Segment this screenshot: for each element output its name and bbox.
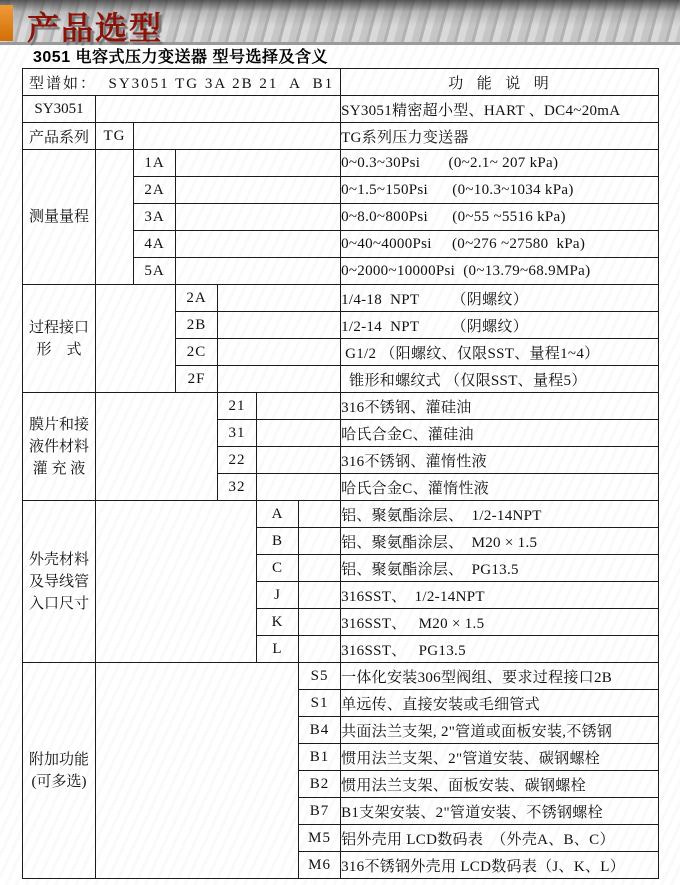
table-row [23,150,659,177]
desc-cell: 惯用法兰支架、2"管道安装、碳钢螺栓 [341,744,659,771]
code-cell: B4 [299,717,341,744]
code-cell: L [257,636,299,663]
code-cell: S1 [299,690,341,717]
code-cell: M5 [299,825,341,852]
group-label-cell [23,663,96,879]
code-cell: A [257,501,299,528]
spacer-cell [257,393,341,420]
code-cell: 2A [134,177,176,204]
desc-cell: TG系列压力变送器 [341,123,659,150]
table-row [23,393,659,420]
code-cell: C [257,555,299,582]
spacer-cell [257,447,341,474]
model-selection-table [22,68,659,879]
desc-cell: 316SST、 1/2-14NPT [341,582,659,609]
code-cell: TG [96,123,134,150]
spacer-cell [96,150,134,285]
page-banner [0,0,680,45]
group-label-line: 灌 充 液 [32,460,86,477]
desc-cell: 惯用法兰支架、面板安装、碳钢螺栓 [341,771,659,798]
code-cell: 1A [134,150,176,177]
spacer-cell [176,177,341,204]
spacer-cell [299,609,341,636]
model-example-cell: 型谱如： SY3051 TG 3A 2B 21 A B1 [23,69,341,96]
desc-cell: 0~2000~10000Psi (0~13.79~68.9MPa) [341,258,659,285]
spacer-cell [218,339,341,366]
desc-cell: 0~40~4000Psi (0~276 ~27580 kPa) [341,231,659,258]
banner-accent-block [0,5,13,41]
code-cell: B1 [299,744,341,771]
spacer-cell [218,366,341,393]
spacer-cell [299,528,341,555]
code-cell: 2C [176,339,218,366]
code-cell: K [257,609,299,636]
table-row [23,501,659,528]
code-cell: J [257,582,299,609]
group-label-line: 外壳材料 [28,551,89,568]
group-label-line: 入口尺寸 [28,595,89,612]
spacer-cell [176,258,341,285]
group-label-line: 液件材料 [28,438,89,455]
desc-cell: 哈氏合金C、灌硅油 [341,420,659,447]
code-cell: S5 [299,663,341,690]
desc-cell: 0~0.3~30Psi (0~2.1~ 207 kPa) [341,150,659,177]
spacer-cell [218,312,341,339]
code-cell: M6 [299,852,341,879]
desc-cell: 1/4-18 NPT （阴螺纹） [341,285,659,312]
desc-cell: 316不锈钢、灌惰性液 [341,447,659,474]
desc-cell: 单远传、直接安装或毛细管式 [341,690,659,717]
spacer-cell [176,204,341,231]
table-row [23,663,659,690]
desc-cell: 共面法兰支架, 2"管道或面板安装,不锈钢 [341,717,659,744]
spacer-cell [96,96,341,123]
function-description-header-cell: 功 能 说 明 [341,69,659,96]
code-cell: B7 [299,798,341,825]
desc-cell: B1支架安装、2"管道安装、不锈钢螺栓 [341,798,659,825]
desc-cell: G1/2 （阳螺纹、仅限SST、量程1~4） [341,339,659,366]
desc-cell: 316不锈钢外壳用 LCD数码表（J、K、L） [341,852,659,879]
code-cell: 21 [218,393,257,420]
desc-cell: 0~1.5~150Psi (0~10.3~1034 kPa) [341,177,659,204]
spacer-cell [299,582,341,609]
spacer-cell [218,285,341,312]
spacer-cell [96,285,176,393]
spacer-cell [257,420,341,447]
code-cell: 22 [218,447,257,474]
spacer-cell [257,474,341,501]
desc-cell: 铝、聚氨酯涂层、 PG13.5 [341,555,659,582]
desc-cell: 铝外壳用 LCD数码表 （外壳A、B、C） [341,825,659,852]
spacer-cell [176,231,341,258]
desc-cell: 哈氏合金C、灌惰性液 [341,474,659,501]
desc-cell: 铝、聚氨酯涂层、 M20 × 1.5 [341,528,659,555]
desc-cell: 锥形和螺纹式 （仅限SST、量程5） [341,366,659,393]
desc-cell: 316SST、 M20 × 1.5 [341,609,659,636]
spacer-cell [299,555,341,582]
banner-title: 产品选型 [27,10,164,46]
spacer-cell [299,636,341,663]
table-row [23,69,659,96]
spacer-cell [96,393,218,501]
group-label-cell [23,150,96,285]
desc-cell: 铝、聚氨酯涂层、 1/2-14NPT [341,501,659,528]
code-cell: 32 [218,474,257,501]
code-cell: B2 [299,771,341,798]
spacer-cell [134,123,341,150]
desc-cell: 316SST、 PG13.5 [341,636,659,663]
code-cell: 2A [176,285,218,312]
group-label-line: 过程接口 [28,319,89,336]
group-label-line: 及导线管 [28,573,89,590]
table-row [23,123,659,150]
group-label-line: 测量量程 [28,209,89,225]
table-row [23,96,659,123]
series-code-cell: SY3051 [23,96,96,123]
group-label-line: (可多选) [31,773,87,790]
desc-cell: 一体化安装306型阀组、要求过程接口2B [341,663,659,690]
desc-cell: SY3051精密超小型、HART 、DC4~20mA [341,96,659,123]
spacer-cell [96,501,257,663]
group-label-line: 形 式 [36,341,82,358]
code-cell: 2F [176,366,218,393]
group-label-line: 附加功能 [28,751,89,768]
spacer-cell [96,663,299,879]
desc-cell: 1/2-14 NPT （阴螺纹） [341,312,659,339]
desc-cell: 0~8.0~800Psi (0~55 ~5516 kPa) [341,204,659,231]
code-cell: 5A [134,258,176,285]
group-label-cell [23,285,96,393]
group-label-cell: 产品系列 [23,123,96,150]
code-cell: 31 [218,420,257,447]
code-cell: 2B [176,312,218,339]
spacer-cell [176,150,341,177]
group-label-cell [23,501,96,663]
desc-cell: 316不锈钢、灌硅油 [341,393,659,420]
spacer-cell [299,501,341,528]
group-label-cell [23,393,96,501]
code-cell: 4A [134,231,176,258]
table-row [23,285,659,312]
code-cell: B [257,528,299,555]
page-title: 3051 电容式压力变送器 型号选择及含义 [33,49,328,66]
group-label-line: 膜片和接 [28,416,89,433]
code-cell: 3A [134,204,176,231]
